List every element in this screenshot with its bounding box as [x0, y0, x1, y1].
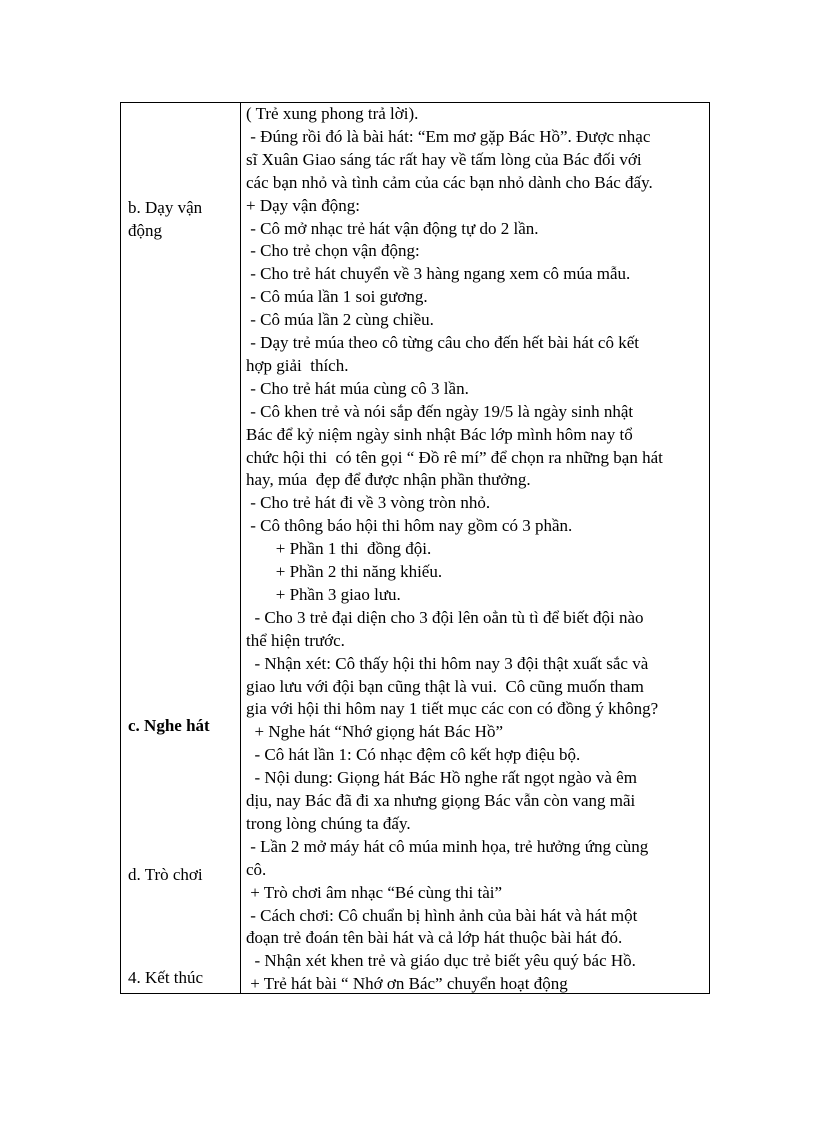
content-line: dịu, nay Bác đã đi xa nhưng giọng Bác vẫn còn vang mãi	[246, 791, 636, 810]
content-line: - Cô múa lần 2 cùng chiều.	[246, 310, 434, 330]
content-line: sĩ Xuân Giao sáng tác rất hay về tấm lòng của Bác đối với	[246, 149, 642, 169]
section-label-ket-thuc: 4. Kết thúc	[128, 968, 204, 987]
content-line: + Trò chơi âm nhạc “Bé cùng thi tài”	[246, 882, 503, 902]
content-line: chức hội thi có tên gọi “ Đồ rê mí” để chọn ra những bạn hát	[246, 447, 663, 467]
content-line: cô.	[246, 859, 267, 879]
content-line: + Trẻ hát bài “ Nhớ ơn Bác” chuyển hoạt động	[246, 974, 568, 994]
content-line: - Cho trẻ hát chuyển về 3 hàng ngang xem cô múa mẫu.	[246, 264, 631, 284]
content-line: - Cho trẻ chọn vận động:	[246, 241, 420, 261]
content-line: - Cô khen trẻ và nói sắp đến ngày 19/5 là ngày sinh nhật	[246, 401, 634, 421]
content-line: - Cách chơi: Cô chuẩn bị hình ảnh của bài hát và hát một	[246, 905, 638, 925]
content-line: - Cho 3 trẻ đại diện cho 3 đội lên oẳn tù tì để biết đội nào	[246, 607, 644, 627]
content-line: - Cô hát lần 1: Có nhạc đệm cô kết hợp điệu bộ.	[246, 745, 581, 765]
content-line: - Dạy trẻ múa theo cô từng câu cho đến hết bài hát cô kết	[246, 333, 639, 352]
content-line: hay, múa đẹp để được nhận phần thưởng.	[246, 470, 531, 490]
content-line: trong lòng chúng ta đấy.	[246, 813, 411, 833]
section-label-day-van-dong: b. Dạy vận động	[128, 198, 203, 240]
content-line: ( Trẻ xung phong trả lời).	[246, 104, 419, 123]
content-line: đoạn trẻ đoán tên bài hát và cả lớp hát thuộc bài hát đó.	[246, 928, 623, 948]
column-divider	[240, 102, 241, 994]
section-label-nghe-hat: c. Nghe hát	[128, 716, 210, 735]
content-line: - Nhận xét khen trẻ và giáo dục trẻ biết yêu quý bác Hồ.	[246, 951, 636, 971]
content-line: + Phần 2 thi năng khiếu.	[246, 562, 443, 581]
content-line: giao lưu với đội bạn cũng thật là vui. Cô cũng muốn tham	[246, 676, 644, 696]
content-line: + Phần 1 thi đồng đội.	[246, 539, 432, 559]
content-line: - Nhận xét: Cô thấy hội thi hôm nay 3 đội thật xuất sắc và	[246, 653, 649, 673]
content-line: gia với hội thi hôm nay 1 tiết mục các con có đồng ý không?	[246, 699, 659, 719]
content-line: - Cô thông báo hội thi hôm nay gồm có 3 phần.	[246, 516, 573, 536]
content-line: - Cho trẻ hát đi về 3 vòng tròn nhỏ.	[246, 493, 491, 513]
content-line: Bác để kỷ niệm ngày sinh nhật Bác lớp mình hôm nay tổ	[246, 424, 633, 444]
section-label-tro-choi: d. Trò chơi	[128, 865, 203, 884]
content-line: hợp giải thích.	[246, 355, 349, 375]
content-line: + Dạy vận động:	[246, 195, 360, 215]
content-line: - Đúng rồi đó là bài hát: “Em mơ gặp Bác Hồ”. Được nhạc	[246, 126, 651, 146]
content-line: - Cho trẻ hát múa cùng cô 3 lần.	[246, 378, 469, 398]
content-line: - Cô mở nhạc trẻ hát vận động tự do 2 lần.	[246, 218, 539, 238]
content-line: thể hiện trước.	[246, 630, 345, 650]
content-line: + Phần 3 giao lưu.	[246, 584, 401, 604]
content-line: + Nghe hát “Nhớ giọng hát Bác Hồ”	[246, 722, 503, 742]
content-line: - Nội dung: Giọng hát Bác Hồ nghe rất ngọt ngào và êm	[246, 768, 637, 788]
content-line: - Cô múa lần 1 soi gương.	[246, 287, 428, 307]
content-line: các bạn nhỏ và tình cảm của các bạn nhỏ dành cho Bác đấy.	[246, 172, 653, 192]
content-line: - Lần 2 mở máy hát cô múa minh họa, trẻ hưởng ứng cùng	[246, 836, 649, 856]
